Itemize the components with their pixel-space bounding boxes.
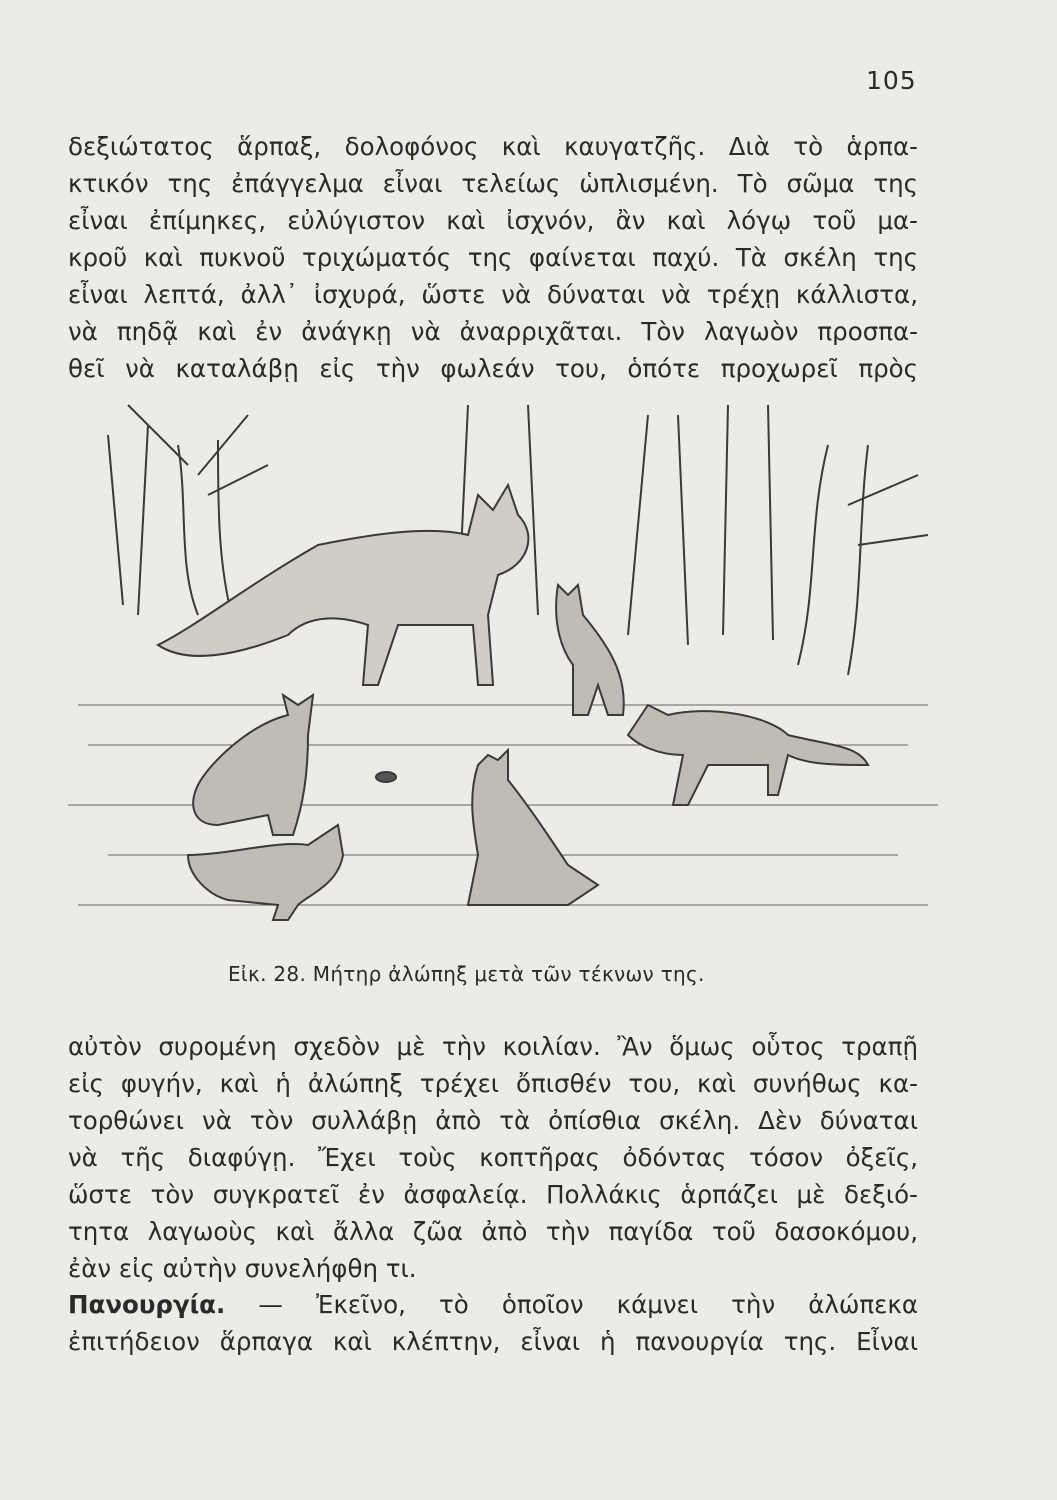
text-line: κροῦ καὶ πυκνοῦ τριχώματός της φαίνεται παχύ. Τὰ σκέλη της	[68, 243, 918, 272]
fox-cub	[193, 695, 313, 835]
tree-trunk	[798, 445, 868, 675]
text-line: νὰ πηδᾷ καὶ ἐν ἀνάγκῃ νὰ ἀναρριχᾶται. Τὸν λαγωὸν προσπα-	[68, 317, 918, 346]
page-number: 105	[866, 66, 917, 95]
tree-trunk	[628, 415, 688, 645]
heading-continuation: — Ἐκεῖνο, τὸ ὁποῖον κάμνει τὴν ἀλώπεκα	[225, 1290, 918, 1319]
fox-cub	[188, 825, 343, 920]
text-line: τορθώνει νὰ τὸν συλλάβῃ ἀπὸ τὰ ὀπίσθια σκέλη. Δὲν δύναται	[68, 1106, 918, 1135]
paragraph-bottom	[68, 1286, 918, 1360]
text-line: θεῖ νὰ καταλάβῃ εἰς τὴν φωλεάν του, ὁπότε προχωρεῖ πρὸς	[68, 354, 918, 383]
text-line: ἐπιτήδειον ἅρπαγα καὶ κλέπτην, εἶναι ἡ πανουργία της. Εἶναι	[68, 1327, 918, 1356]
text-line: δεξιώτατος ἅρπαξ, δολοφόνος καὶ καυγατζῆς. Διὰ τὸ ἁρπα-	[68, 132, 918, 161]
fox-cub	[556, 585, 624, 715]
fox-illustration	[68, 385, 938, 945]
text-line: ἐὰν εἰς αὐτὴν συνελήφθη τι.	[68, 1254, 417, 1283]
text-line	[68, 1286, 918, 1323]
text-line: αὐτὸν συρομένη σχεδὸν μὲ τὴν κοιλίαν. Ἂν ὅμως οὗτος τραπῇ	[68, 1032, 918, 1061]
text-line: κτικόν της ἐπάγγελμα εἶναι τελείως ὡπλισμένη. Τὸ σῶμα της	[68, 169, 918, 198]
mouse	[376, 772, 396, 782]
paragraph-middle	[68, 1028, 918, 1287]
section-heading: Πανουργία.	[68, 1290, 226, 1319]
tree-trunk	[108, 425, 148, 615]
text-line: νὰ τῆς διαφύγῃ. Ἔχει τοὺς κοπτῆρας ὀδόντας τόσον ὀξεῖς,	[68, 1143, 918, 1172]
text-line: ὥστε τὸν συγκρατεῖ ἐν ἀσφαλείᾳ. Πολλάκις ἁρπάζει μὲ δεξιό-	[68, 1180, 918, 1209]
fox-cub	[468, 750, 598, 905]
mother-fox	[158, 485, 528, 685]
text-line: τητα λαγωοὺς καὶ ἄλλα ζῶα ἀπὸ τὴν παγίδα τοῦ δασοκόμου,	[68, 1217, 918, 1246]
text-line: εἰς φυγήν, καὶ ἡ ἀλώπηξ τρέχει ὄπισθέν του, καὶ συνήθως κα-	[68, 1069, 918, 1098]
text-line: εἶναι ἐπίμηκες, εὐλύγιστον καὶ ἰσχνόν, ἂν καὶ λόγῳ τοῦ μα-	[68, 206, 918, 235]
text-line: εἶναι λεπτά, ἀλλ᾽ ἰσχυρά, ὥστε νὰ δύναται νὰ τρέχῃ κάλλιστα,	[68, 280, 918, 309]
paragraph-top	[68, 128, 918, 387]
tree-trunk	[723, 405, 773, 640]
figure-caption: Εἰκ. 28. Μήτηρ ἀλώπηξ μετὰ τῶν τέκνων της.	[228, 962, 705, 986]
fox-cub	[628, 705, 868, 805]
